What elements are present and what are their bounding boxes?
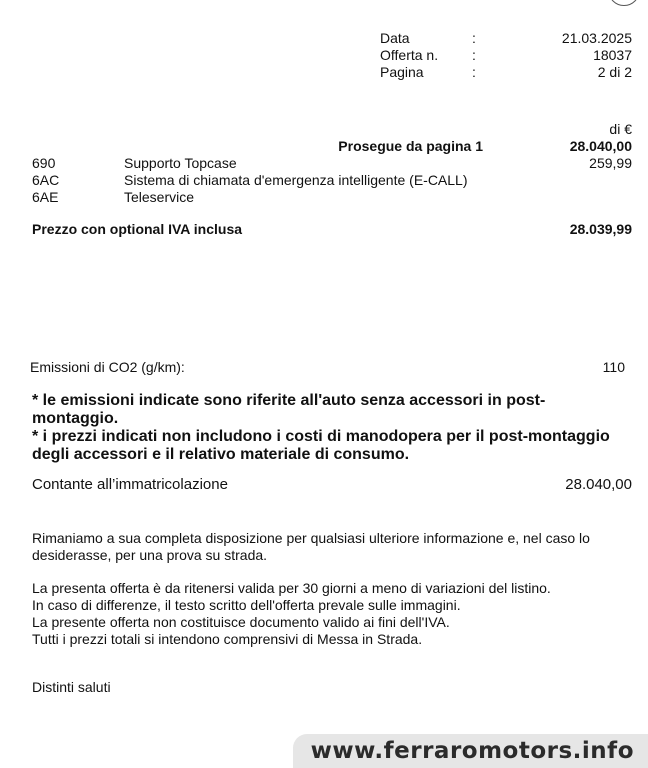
note-line: * i prezzi indicati non includono i costi di manodopera per il post-montaggio bbox=[32, 428, 610, 445]
validity-paragraph bbox=[32, 580, 632, 648]
carryover-label: Prosegue da pagina 1 bbox=[338, 138, 483, 154]
emissions-label: Emissioni di CO2 (g/km): bbox=[30, 359, 185, 375]
note-line: * le emissioni indicate sono riferite all'auto senza accessori in post- bbox=[32, 392, 546, 409]
total-value: 28.039,99 bbox=[569, 221, 632, 237]
notes-block bbox=[32, 392, 632, 464]
paragraph-line: In caso di differenze, il testo scritto dell'offerta prevale sulle immagini. bbox=[32, 597, 461, 613]
item-code: 690 bbox=[32, 155, 56, 171]
item-code: 6AC bbox=[32, 172, 60, 188]
item-description: Teleservice bbox=[124, 189, 195, 205]
cash-value: 28.040,00 bbox=[565, 476, 632, 493]
page-value: 2 di 2 bbox=[597, 64, 632, 80]
item-price: 259,99 bbox=[589, 155, 632, 171]
date-colon: : bbox=[472, 30, 476, 46]
emissions-value: 110 bbox=[602, 359, 625, 375]
item-description: Supporto Topcase bbox=[124, 155, 237, 171]
page-colon: : bbox=[472, 64, 476, 80]
total-label: Prezzo con optional IVA inclusa bbox=[32, 221, 243, 237]
offer-number-colon: : bbox=[472, 47, 476, 63]
page-label: Pagina bbox=[380, 64, 424, 80]
paragraph-line: Tutti i prezzi totali si intendono comprensivi di Messa in Strada. bbox=[32, 631, 423, 647]
cash-label: Contante all’immatricolazione bbox=[32, 476, 228, 493]
availability-paragraph bbox=[32, 530, 632, 564]
carryover-value: 28.040,00 bbox=[569, 138, 632, 154]
currency-label: di € bbox=[609, 121, 632, 137]
offer-number-value: 18037 bbox=[593, 47, 632, 63]
corner-logo-mark bbox=[608, 0, 640, 6]
offer-number-label: Offerta n. bbox=[380, 47, 439, 63]
date-label: Data bbox=[380, 30, 410, 46]
website-watermark: www.ferraromotors.info bbox=[293, 734, 648, 768]
paragraph-line: La presente offerta non costituisce documento valido ai fini dell'IVA. bbox=[32, 614, 450, 630]
item-description: Sistema di chiamata d'emergenza intelligente (E-CALL) bbox=[124, 172, 468, 188]
paragraph-line: La presenta offerta è da ritenersi valida per 30 giorni a meno di variazioni del listino. bbox=[32, 580, 551, 596]
date-value: 21.03.2025 bbox=[561, 30, 632, 46]
paragraph-line: Rimaniamo a sua completa disposizione per qualsiasi ulteriore informazione e, nel caso lo bbox=[32, 530, 590, 546]
paragraph-line: desiderasse, per una prova su strada. bbox=[32, 547, 268, 563]
note-line: degli accessori e il relativo materiale di consumo. bbox=[32, 446, 410, 463]
note-line: montaggio. bbox=[32, 410, 119, 427]
closing-text: Distinti saluti bbox=[32, 679, 111, 695]
item-code: 6AE bbox=[32, 189, 59, 205]
